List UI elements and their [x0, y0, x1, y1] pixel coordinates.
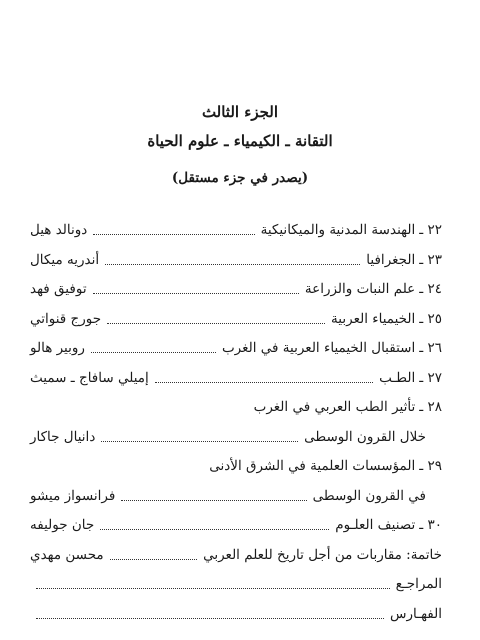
toc-entry-text: في القرون الوسطى — [312, 487, 426, 504]
toc-entry-text: تأثير الطب العربي في الغرب — [253, 399, 416, 415]
toc-entry-title — [331, 310, 442, 327]
toc-entry-text: الطـب — [379, 369, 416, 386]
toc-entry — [30, 393, 442, 423]
dot-leader — [91, 352, 216, 353]
part-subtitle: التقانة ـ الكيمياء ـ علوم الحياة — [147, 132, 333, 150]
toc-entry-text: استقبال الخيمياء العربية في الغرب — [221, 340, 416, 356]
toc-entry-text: المؤسسات العلمية في الشرق الأدنى — [209, 458, 416, 474]
toc-entry-title — [254, 401, 442, 415]
toc-entry — [30, 482, 442, 512]
toc-entry-text: الخيمياء العربية — [331, 310, 416, 327]
toc-entry-title — [390, 605, 442, 622]
toc-entry-text: علم النبات والزراعة — [304, 281, 416, 297]
toc-entry — [30, 305, 442, 335]
dot-leader — [110, 559, 197, 560]
toc-entry-number: ٢٩ ـ — [419, 458, 442, 474]
dot-leader — [105, 264, 360, 265]
toc-entry-text: تصنيف العلـوم — [335, 517, 416, 533]
toc-entry-text: الهندسة المدنية والميكانيكية — [260, 222, 416, 238]
toc-entry-title — [209, 460, 442, 474]
toc-entry-number: ٣٠ ـ — [419, 517, 442, 533]
toc-entry-number: ٢٢ ـ — [419, 222, 442, 238]
toc-entry-title — [304, 428, 442, 445]
toc-entry — [30, 541, 442, 571]
toc-entry-title — [203, 546, 442, 563]
toc-entry-text: خلال القرون الوسطى — [304, 428, 426, 445]
toc-entry-author: دانيال جاكار — [30, 428, 96, 445]
dot-leader — [36, 588, 390, 589]
dot-leader — [107, 323, 325, 324]
part-note: (يصدر في جزء مستقل) — [171, 170, 309, 186]
toc-entry — [30, 216, 442, 246]
toc-entry-title — [379, 369, 442, 386]
toc-entry-title — [366, 251, 442, 268]
toc-entry-text: الجغرافيا — [366, 251, 416, 268]
toc-entry — [30, 600, 442, 630]
toc-entry-author: جان جوليفه — [30, 517, 95, 533]
toc-entry-title — [261, 224, 442, 238]
toc-entry — [30, 452, 442, 482]
dot-leader — [155, 382, 373, 383]
toc-entry-author: أندريه ميكال — [30, 251, 100, 268]
toc-entry-author: محسن مهدي — [30, 546, 104, 563]
toc-entry-text: خاتمة: مقاربات من أجل تاريخ للعلم العربي — [203, 546, 442, 563]
dot-leader — [93, 293, 299, 294]
toc-entry-author: روبير هالو — [30, 340, 85, 356]
dot-leader — [36, 618, 384, 619]
toc-entry-number: ٢٨ ـ — [419, 399, 442, 415]
toc-entry-number: ٢٥ ـ — [419, 310, 442, 327]
toc-entry-title — [305, 283, 442, 297]
dot-leader — [121, 500, 306, 501]
toc-entry-author: إميلي سافاج ـ سميث — [30, 369, 149, 386]
toc-entry-number: ٢٣ ـ — [419, 251, 442, 268]
toc-entry-number: ٢٤ ـ — [419, 281, 442, 297]
toc-entry-author: فرانسواز ميشو — [30, 487, 116, 504]
dot-leader — [93, 234, 254, 235]
toc-entry-title — [222, 342, 442, 356]
toc-entry — [30, 246, 442, 276]
toc-entry-title — [335, 519, 442, 533]
toc-entry-author: جورج قنواتي — [30, 310, 102, 327]
dot-leader — [100, 529, 329, 530]
toc-entry-author: دونالد هيل — [30, 222, 88, 238]
toc-entry-text: الفهـارس — [390, 605, 442, 622]
toc-entry — [30, 570, 442, 600]
toc-entry-author: توفيق فهد — [30, 281, 87, 297]
part-title: الجزء الثالث — [201, 103, 279, 121]
table-of-contents — [30, 216, 442, 629]
toc-entry — [30, 334, 442, 364]
dot-leader — [101, 441, 298, 442]
toc-entry-number: ٢٦ ـ — [419, 340, 442, 356]
toc-entry-number: ٢٧ ـ — [419, 369, 442, 386]
toc-entry-title — [396, 578, 442, 592]
toc-entry — [30, 275, 442, 305]
toc-entry — [30, 364, 442, 394]
toc-entry-title — [312, 487, 442, 504]
toc-entry-text: المراجـع — [395, 576, 442, 592]
toc-entry — [30, 511, 442, 541]
toc-entry — [30, 423, 442, 453]
